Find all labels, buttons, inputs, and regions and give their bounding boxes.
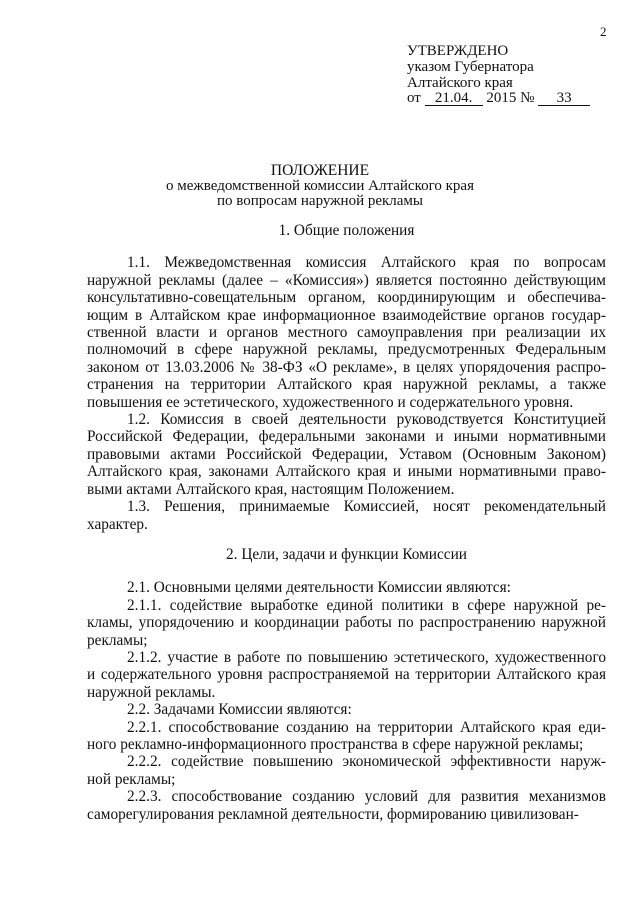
text-line: полномочий в сфере наружной рекламы, предусмотренных Федеральным xyxy=(87,341,606,359)
title-sub-2: по вопросам наружной рекламы xyxy=(216,193,423,209)
section-1-content xyxy=(87,254,606,533)
text-line: правовыми актами Российской Федерации, Уставом (Основным Законом) xyxy=(87,445,606,463)
approval-year: 2015 № xyxy=(486,90,535,107)
text-line: законом от 13.03.2006 № 38-ФЗ «О рекламе», в целях упорядочения распро- xyxy=(87,358,606,376)
approval-date-line xyxy=(407,91,590,107)
text-line: саморегулирования рекламной деятельности, формированию цивилизован- xyxy=(87,805,579,823)
text-line: консультативно-совещательным органом, координирующим и обеспечива- xyxy=(87,289,606,307)
page-number: 2 xyxy=(600,24,607,39)
text-line: характер. xyxy=(87,515,148,533)
paragraph xyxy=(87,597,606,649)
text-line: наружной рекламы. xyxy=(87,683,216,701)
document-body xyxy=(87,222,606,823)
text-line: 2.1.2. участие в работе по повышению эстетического, художественного xyxy=(127,648,606,666)
paragraph xyxy=(87,498,606,533)
paragraph xyxy=(87,753,606,788)
text-line: ного рекламно-информационного пространства в сфере наружной рекламы; xyxy=(87,735,584,753)
text-line: ной рекламы; xyxy=(87,770,176,788)
text-line: Российской Федерации, федеральными законами и иными нормативными xyxy=(87,428,606,446)
paragraph xyxy=(87,254,606,411)
text-line: 2.2. Задачами Комиссии являются: xyxy=(127,701,352,719)
approval-block xyxy=(407,44,590,107)
text-line: рекламы; xyxy=(87,631,148,649)
text-line: 1.3. Решения, принимаемые Комиссией, носят рекомендательный xyxy=(127,498,606,516)
text-line: 1.2. Комиссия в своей деятельности руководствуется Конституцией xyxy=(127,411,606,429)
date-prefix: от xyxy=(407,90,421,107)
paragraph xyxy=(87,788,606,823)
paragraph xyxy=(87,579,606,596)
paragraph xyxy=(87,411,606,498)
text-line: 2.2.1. способствование созданию на территории Алтайского края еди- xyxy=(127,718,606,736)
text-line: 2.1.1. содействие выработке единой политики в сфере наружной ре- xyxy=(127,596,606,614)
section-2-heading: 2. Цели, задачи и функции Комиссии xyxy=(226,545,467,563)
text-line: выми актами Алтайского края, настоящим Положением. xyxy=(87,480,455,498)
text-line: странения на территории Алтайского края наружной рекламы, а также xyxy=(87,376,606,394)
approval-region: Алтайского края xyxy=(407,74,513,91)
text-line: кламы, упорядочению и координации работы по распространению наружной xyxy=(87,614,606,632)
approval-date: 21.04. xyxy=(425,91,483,106)
text-line: 2.2.2. содействие повышению экономической эффективности наруж- xyxy=(127,753,606,771)
title-sub-1: о межведомственной комиссии Алтайского края xyxy=(166,177,474,194)
paragraph xyxy=(87,701,606,718)
title-main: ПОЛОЖЕНИЕ xyxy=(270,162,370,179)
paragraph xyxy=(87,649,606,701)
text-line: 2.1. Основными целями деятельности Комиссии являются: xyxy=(127,579,511,597)
text-line: наружной рекламы (далее – «Комиссия») является постоянно действующим xyxy=(87,271,606,289)
approval-by: указом Губернатора xyxy=(407,58,534,75)
text-line: и содержательного уровня распространяемой на территории Алтайского края xyxy=(87,666,606,684)
text-line: ственной власти и органов местного самоуправления при реализации их xyxy=(87,324,606,342)
paragraph xyxy=(87,719,606,754)
text-line: 2.2.3. способствование созданию условий для развития механизмов xyxy=(127,788,606,806)
decree-number: 33 xyxy=(538,91,590,106)
document-title xyxy=(0,163,640,210)
text-line: Алтайского края, законами Алтайского края и иными нормативными право- xyxy=(87,463,606,481)
text-line: повышения ее эстетического, художественного и содержательного уровня. xyxy=(87,393,574,411)
section-1-heading: 1. Общие положения xyxy=(278,222,415,239)
text-line: 1.1. Межведомственная комиссия Алтайского края по вопросам xyxy=(127,254,606,272)
approval-stamp: УТВЕРЖДЕНО xyxy=(407,43,509,59)
section-2-content xyxy=(87,579,606,823)
text-line: ющим в Алтайском крае информационное взаимодействие органов государ- xyxy=(87,306,606,324)
